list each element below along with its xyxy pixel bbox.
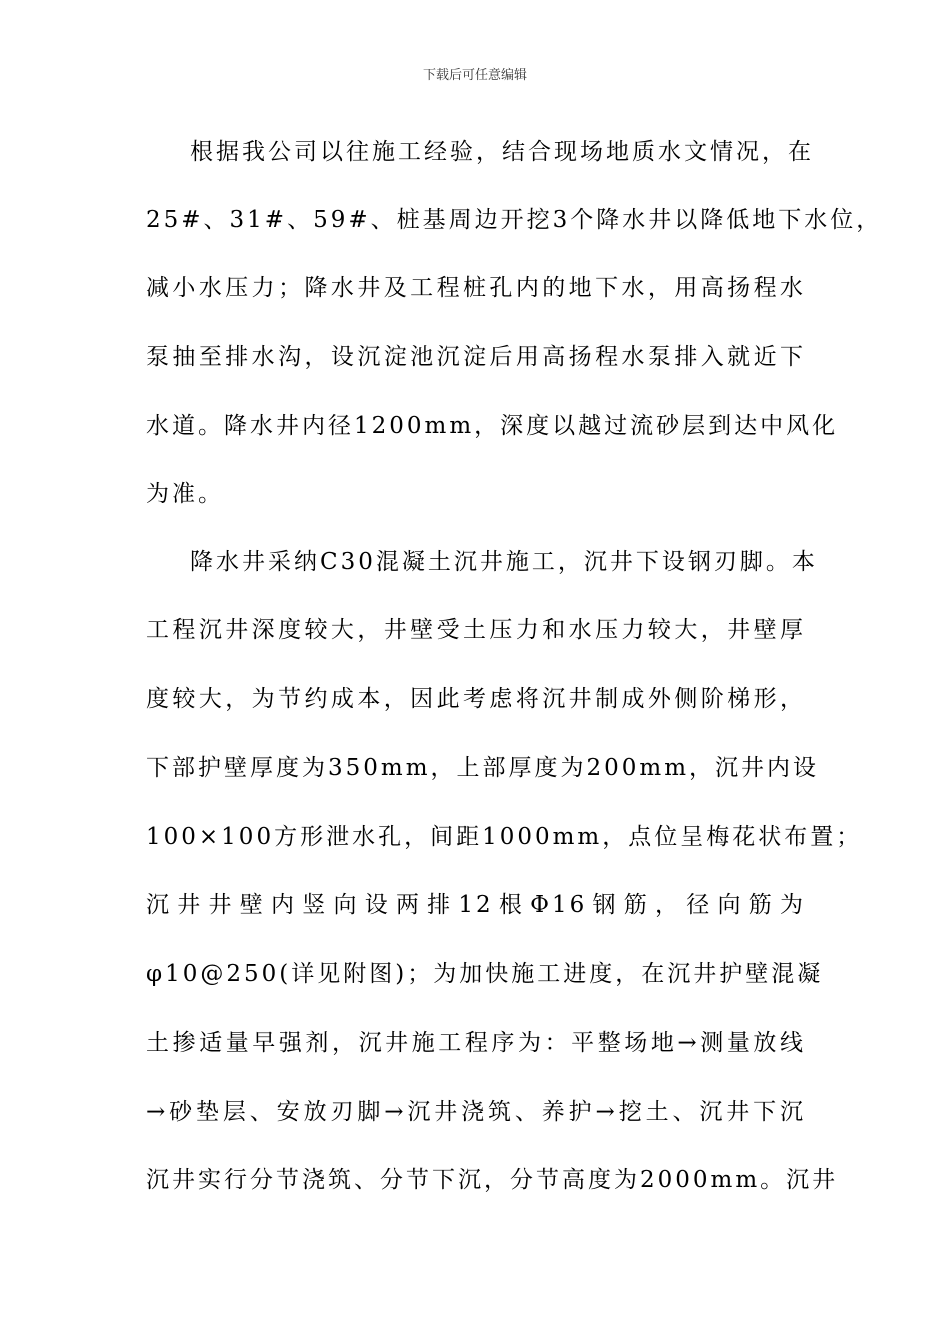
text-line: 沉井实行分节浇筑、分节下沉，分节高度为2000mm。沉井 <box>146 1167 839 1193</box>
text-line: 土掺适量早强剂，沉井施工程序为：平整场地→测量放线 <box>146 1030 806 1056</box>
text-line: →砂垫层、安放刃脚→沉井浇筑、养护→挖土、沉井下沉 <box>146 1099 806 1125</box>
text-line: 降水井采纳C30混凝土沉井施工，沉井下设钢刃脚。本 <box>190 549 818 575</box>
text-line: 25#、31#、59#、桩基周边开挖3个降水井以降低地下水位， <box>146 207 883 233</box>
text-line: 水道。降水井内径1200mm，深度以越过流砂层到达中风化 <box>146 413 839 439</box>
text-line: 100×100方形泄水孔，间距1000mm，点位呈梅花状布置； <box>146 824 863 850</box>
text-line: 根据我公司以往施工经验，结合现场地质水文情况，在 <box>190 139 814 165</box>
text-line: 度较大，为节约成本，因此考虑将沉井制成外侧阶梯形， <box>146 686 806 712</box>
text-line: 下部护壁厚度为350mm，上部厚度为200mm，沉井内设 <box>146 755 820 781</box>
text-line: 工程沉井深度较大，井壁受土压力和水压力较大，井壁厚 <box>146 617 806 643</box>
text-line: 为准。 <box>146 481 224 507</box>
text-line: 泵抽至排水沟，设沉淀池沉淀后用高扬程水泵排入就近下 <box>146 344 806 370</box>
text-line: φ10@250(详见附图)；为加快施工进度，在沉井护壁混凝 <box>146 961 824 987</box>
text-line: 减小水压力；降水井及工程桩孔内的地下水，用高扬程水 <box>146 275 806 301</box>
page-header: 下载后可任意编辑 <box>422 68 527 83</box>
text-line: 沉井井壁内竖向设两排12根Φ16钢筋，径向筋为 <box>146 892 806 918</box>
